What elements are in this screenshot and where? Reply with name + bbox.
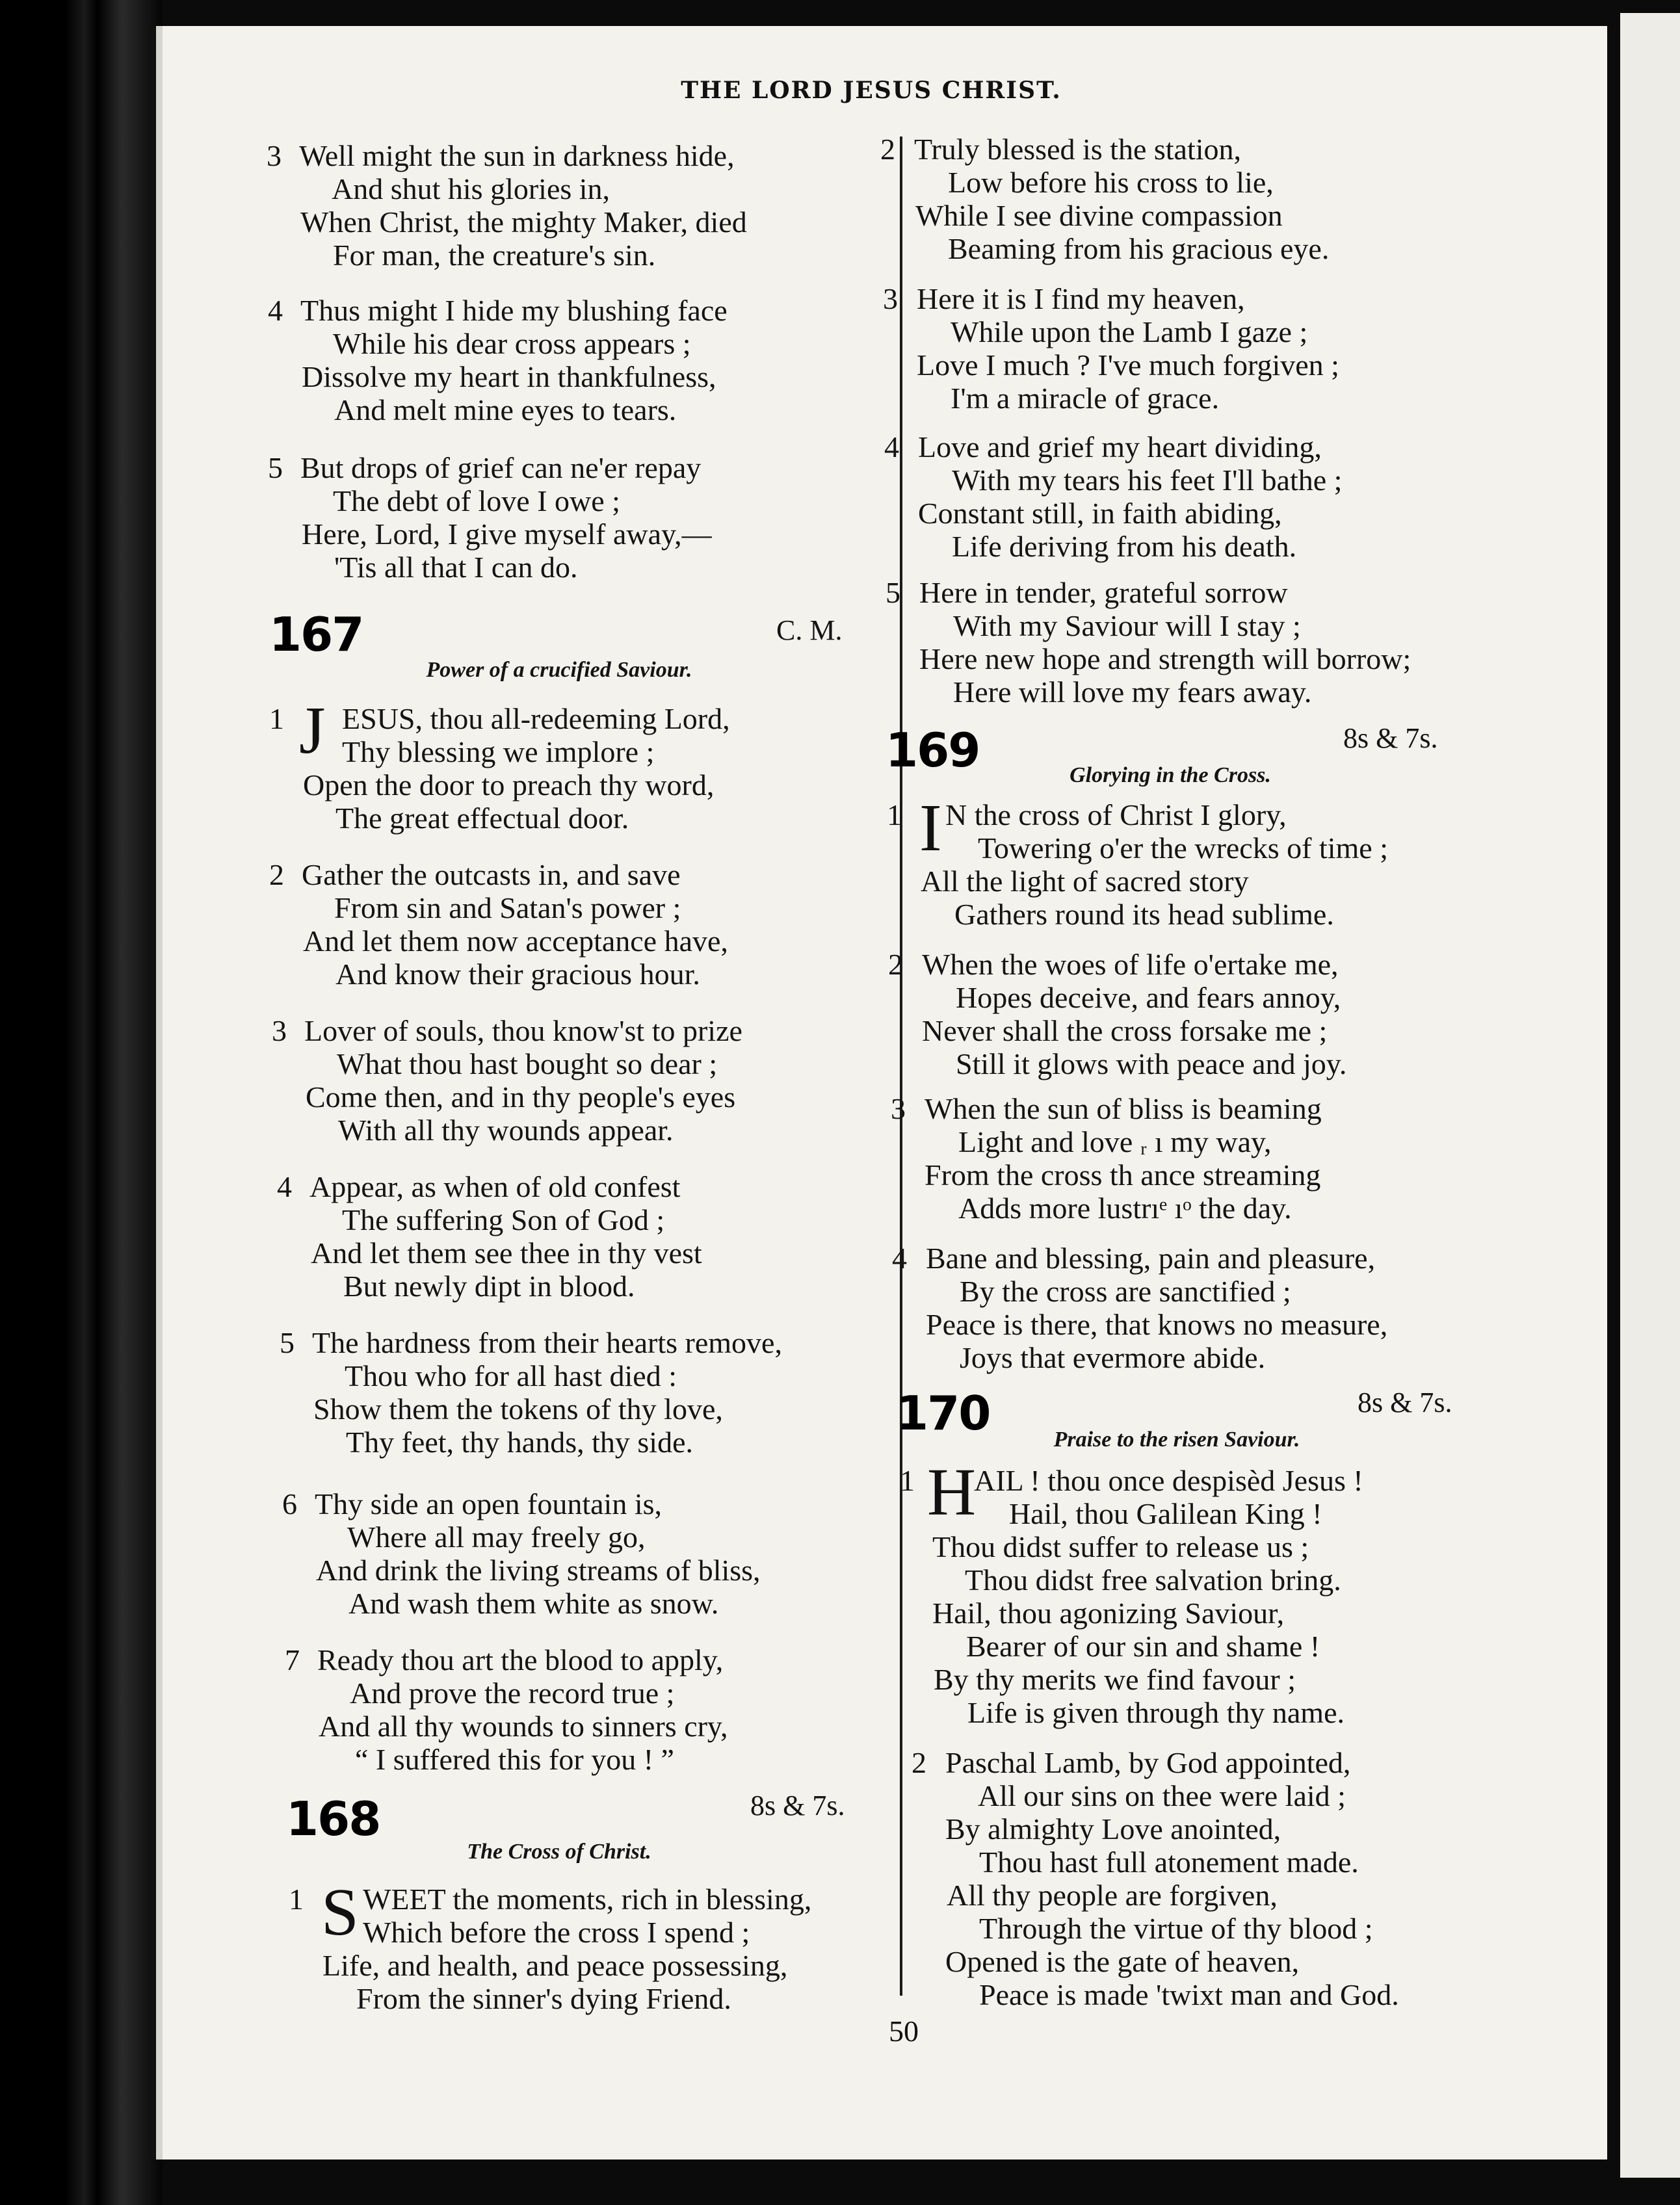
verse-number: 5 [886, 576, 900, 609]
verse-line: With my Saviour will I stay ; [953, 609, 1301, 642]
hymn-meter: 8s & 7s. [1343, 722, 1438, 754]
verse-number: 1 [900, 1464, 915, 1497]
verse-number: 3 [267, 139, 282, 172]
verse-line: While upon the Lamb I gaze ; [951, 315, 1308, 348]
drop-cap: H [927, 1455, 977, 1530]
verse-number: 2 [888, 948, 903, 981]
hymn-number: 169 [886, 723, 980, 777]
verse-line: And let them now acceptance have, [303, 924, 728, 958]
drop-cap: J [299, 693, 326, 768]
verse-line: Never shall the cross forsake me ; [922, 1014, 1328, 1047]
verse-line: When the sun of bliss is beaming [925, 1092, 1322, 1125]
verse-number: 2 [880, 133, 895, 166]
verse-line: Constant still, in faith abiding, [918, 497, 1282, 530]
verse-line: Hail, thou agonizing Saviour, [932, 1597, 1285, 1630]
verse-number: 6 [282, 1487, 297, 1520]
verse-line: Gathers round its head sublime. [954, 898, 1334, 931]
verse-line: Thou didst suffer to release us ; [932, 1530, 1309, 1563]
verse-line: Hopes deceive, and fears annoy, [956, 981, 1341, 1014]
verse-line: Thy blessing we implore ; [342, 735, 655, 768]
column-divider [900, 137, 902, 1996]
verse-line: Towering o'er the wrecks of time ; [978, 831, 1388, 865]
verse-line: Here will love my fears away. [953, 675, 1312, 709]
hymn-title: The Cross of Christ. [467, 1840, 651, 1864]
verse-line: By the cross are sanctified ; [960, 1275, 1291, 1308]
verse-line: Paschal Lamb, by God appointed, [945, 1746, 1351, 1779]
hymn-number: 170 [896, 1386, 990, 1441]
verse-line: Show them the tokens of thy love, [313, 1392, 723, 1426]
hymn-number: 168 [286, 1792, 380, 1846]
hymn-meter: C. M. [776, 614, 843, 646]
verse-line: The great effectual door. [335, 802, 629, 835]
verse-line: Here in tender, grateful sorrow [919, 576, 1288, 609]
verse-line: The debt of love I owe ; [333, 484, 620, 517]
verse-line: All the light of sacred story [921, 865, 1249, 898]
verse-line: N the cross of Christ I glory, [945, 798, 1287, 831]
verse-line: 'Tis all that I can do. [334, 551, 578, 584]
verse-line: Through the virtue of thy blood ; [979, 1912, 1373, 1945]
hymn-title: Power of a crucified Saviour. [426, 658, 692, 682]
running-head: THE LORD JESUS CHRIST. [681, 77, 1062, 104]
verse-line: Lover of souls, thou know'st to prize [304, 1014, 742, 1047]
verse-line: All our sins on thee were laid ; [978, 1779, 1346, 1812]
verse-line: Adds more lustrıᵉ ıᵒ the day. [958, 1192, 1292, 1225]
hymn-meter: 8s & 7s. [750, 1790, 845, 1821]
verse-line: Here it is I find my heaven, [917, 282, 1245, 315]
verse-line: But drops of grief can ne'er repay [300, 451, 702, 484]
verse-number: 4 [277, 1170, 292, 1203]
verse-line: For man, the creature's sin. [333, 239, 656, 272]
verse-line: While I see divine compassion [915, 199, 1283, 232]
verse-line: Which before the cross I spend ; [363, 1916, 750, 1949]
verse-number: 3 [272, 1014, 287, 1047]
verse-line: And melt mine eyes to tears. [334, 393, 677, 426]
verse-line: Thy feet, thy hands, thy side. [346, 1426, 694, 1459]
verse-line: And shut his glories in, [332, 172, 610, 205]
verse-line: Opened is the gate of heaven, [945, 1945, 1300, 1978]
verse-line: Love and grief my heart dividing, [918, 430, 1322, 463]
verse-line: AIL ! thou once despisèd Jesus ! [974, 1464, 1363, 1497]
verse-line: Bane and blessing, pain and pleasure, [926, 1242, 1376, 1275]
verse-line: Thou who for all hast died : [345, 1359, 677, 1392]
verse-line: What thou hast bought so dear ; [337, 1047, 718, 1080]
verse-line: From the cross th ance streaming [925, 1158, 1321, 1192]
verse-line: Truly blessed is the station, [914, 133, 1242, 166]
verse-line: Hail, thou Galilean King ! [1009, 1497, 1322, 1530]
verse-number: 4 [884, 430, 899, 463]
drop-cap: I [919, 790, 942, 865]
verse-line: Thy side an open fountain is, [315, 1487, 663, 1520]
verse-line: When Christ, the mighty Maker, died [300, 205, 747, 239]
verse-line: Open the door to preach thy word, [303, 768, 715, 802]
verse-number: 5 [280, 1326, 295, 1359]
verse-line: Bearer of our sin and shame ! [966, 1630, 1320, 1663]
verse-line: And all thy wounds to sinners cry, [319, 1710, 728, 1743]
verse-line: Light and love ᵣ ı my way, [958, 1125, 1272, 1158]
verse-line: Life, and health, and peace possessing, [322, 1949, 788, 1982]
verse-line: Thou hast full atonement made. [979, 1846, 1359, 1879]
verse-line: With my tears his feet I'll bathe ; [952, 463, 1343, 497]
verse-line: Still it glows with peace and joy. [956, 1047, 1347, 1080]
verse-line: From sin and Satan's power ; [334, 891, 681, 924]
verse-line: But newly dipt in blood. [343, 1270, 635, 1303]
verse-number: 2 [269, 858, 284, 891]
verse-number: 3 [883, 282, 898, 315]
verse-line: Gather the outcasts in, and save [302, 858, 681, 891]
verse-number: 1 [289, 1883, 304, 1916]
verse-line: Life deriving from his death. [952, 530, 1297, 563]
verse-line: The hardness from their hearts remove, [312, 1326, 782, 1359]
verse-line: Here new hope and strength will borrow; [919, 642, 1411, 675]
verse-line: Dissolve my heart in thankfulness, [302, 360, 716, 393]
hymn-title: Glorying in the Cross. [1070, 763, 1271, 787]
verse-line: When the woes of life o'ertake me, [922, 948, 1339, 981]
verse-number: 4 [268, 294, 283, 327]
verse-number: 2 [912, 1746, 926, 1779]
verse-line: Peace is made 'twixt man and God. [979, 1978, 1399, 2011]
verse-line: ESUS, thou all-redeeming Lord, [342, 702, 730, 735]
verse-line: And let them see thee in thy vest [311, 1236, 702, 1270]
verse-line: By almighty Love anointed, [945, 1812, 1281, 1846]
verse-line: Appear, as when of old confest [309, 1170, 681, 1203]
verse-number: 7 [285, 1643, 300, 1677]
verse-line: And know their gracious hour. [335, 958, 700, 991]
verse-line: From the sinner's dying Friend. [356, 1982, 731, 2015]
verse-line: Ready thou art the blood to apply, [317, 1643, 724, 1677]
verse-line: I'm a miracle of grace. [951, 382, 1220, 415]
verse-line: Love I much ? I've much forgiven ; [917, 348, 1339, 382]
verse-line: With all thy wounds appear. [338, 1114, 674, 1147]
verse-line: And prove the record true ; [350, 1677, 675, 1710]
verse-number: 1 [887, 798, 902, 831]
verse-line: Peace is there, that knows no measure, [926, 1308, 1388, 1341]
verse-line: By thy merits we find favour ; [934, 1663, 1296, 1696]
verse-line: Well might the sun in darkness hide, [299, 139, 735, 172]
verse-line: And drink the living streams of bliss, [316, 1554, 761, 1587]
verse-line: Thus might I hide my blushing face [300, 294, 728, 327]
verse-line: Where all may freely go, [347, 1520, 646, 1554]
verse-line: All thy people are forgiven, [947, 1879, 1278, 1912]
verse-line: Come then, and in thy people's eyes [306, 1080, 736, 1114]
verse-line: Here, Lord, I give myself away,— [302, 517, 712, 551]
drop-cap: S [321, 1875, 359, 1950]
verse-line: Joys that evermore abide. [960, 1341, 1266, 1374]
verse-line: Life is given through thy name. [967, 1696, 1345, 1729]
adjacent-page-edge [1611, 13, 1680, 2178]
verse-line: “ I suffered this for you ! ” [355, 1743, 674, 1776]
verse-number: 4 [892, 1242, 907, 1275]
hymn-title: Praise to the risen Saviour. [1053, 1428, 1300, 1452]
verse-line: Low before his cross to lie, [948, 166, 1274, 199]
verse-line: And wash them white as snow. [348, 1587, 719, 1620]
verse-number: 1 [269, 702, 284, 735]
verse-line: WEET the moments, rich in blessing, [363, 1883, 812, 1916]
verse-number: 3 [891, 1092, 906, 1125]
verse-line: Beaming from his gracious eye. [948, 232, 1330, 265]
hymn-meter: 8s & 7s. [1358, 1387, 1452, 1418]
verse-line: Thou didst free salvation bring. [965, 1563, 1341, 1597]
verse-line: While his dear cross appears ; [333, 327, 691, 360]
page-number: 50 [889, 2015, 919, 2048]
hymn-number: 167 [269, 607, 363, 662]
verse-line: The suffering Son of God ; [342, 1203, 665, 1236]
book-binding-edge [0, 0, 163, 2205]
verse-number: 5 [268, 451, 283, 484]
